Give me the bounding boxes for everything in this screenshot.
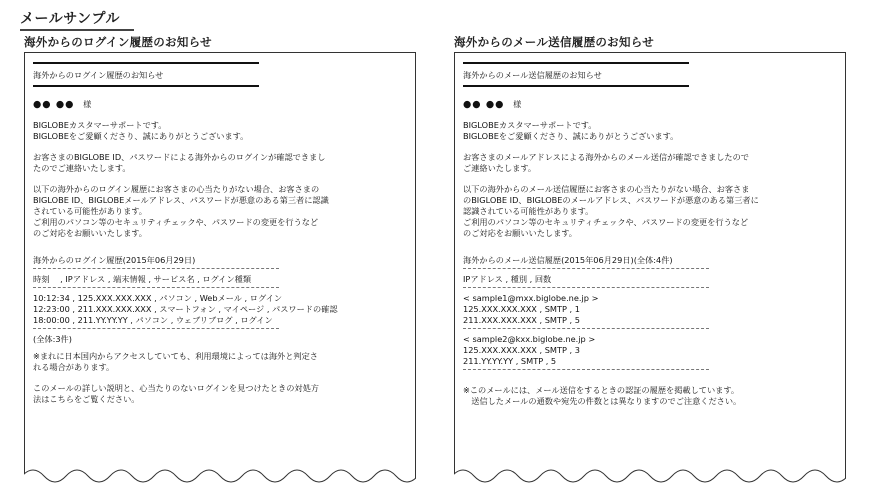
mail-subject: 海外からのメール送信履歴のお知らせ: [463, 70, 602, 80]
footer-text: このメールの詳しい説明と、心当たりのないログインを見つけたときの対処方 法はこちらをご覧ください。: [33, 383, 319, 404]
sender-address: < sample2@kxx.biglobe.ne.jp >: [463, 334, 596, 344]
table-row: 125.XXX.XXX.XXX , SMTP , 3: [463, 345, 580, 355]
history-group: [463, 293, 840, 326]
mail-subject: 海外からのログイン履歴のお知らせ: [33, 70, 164, 80]
history-total: (全体:3件): [33, 334, 72, 344]
login-mail-sample: [24, 52, 416, 486]
greeting: BIGLOBEカスタマーサポートです。 BIGLOBEをご愛顧くださり、誠にありがとうございます。: [463, 120, 679, 141]
table-row: 10:12:34 , 125.XXX.XXX.XXX , パソコン , Webメール , ログイン: [33, 293, 283, 303]
sender-address: < sample1@mxx.biglobe.ne.jp >: [463, 293, 599, 303]
torn-edge: [454, 456, 846, 486]
divider: [463, 328, 709, 329]
torn-edge: [24, 456, 416, 486]
divider: [33, 62, 259, 64]
divider: [463, 85, 689, 87]
history-header: IPアドレス , 種別 , 回数: [463, 274, 552, 284]
recipient: ●● ●● 様: [33, 99, 93, 110]
history-rows: [33, 293, 410, 326]
history-title: 海外からのログイン履歴(2015年06月29日): [33, 255, 196, 265]
history-header: 時刻 , IPアドレス , 端末情報 , サービス名 , ログイン種類: [33, 274, 252, 284]
divider: [463, 287, 709, 288]
send-mail-sample: [454, 52, 846, 486]
table-row: 211.YY.YY.YY , SMTP , 5: [463, 356, 557, 366]
table-row: 18:00:00 , 211.YY.YY.YY , パソコン , ウェブリブログ , ログイン: [33, 315, 273, 325]
divider: [463, 369, 709, 370]
login-history-heading: 海外からのログイン履歴のお知らせ: [24, 35, 212, 49]
footer-text: ※このメールには、メール送信をするときの認証の履歴を掲載しています。 送信したメールの通数や宛先の件数とは異なりますのでご注意ください。: [463, 385, 742, 406]
warning-text: 以下の海外からのログイン履歴にお客さまの心当たりがない場合、お客さまの BIGLOBE ID、BIGLOBEメールアドレス、パスワードが悪意のある第三者に認識 されている可能性があります。 ご利用のパソコン等のセキュリティチェックや、パスワードの変更を行うなど のご対応をお願いいたします。: [33, 184, 329, 238]
table-row: 125.XXX.XXX.XXX , SMTP , 1: [463, 304, 580, 314]
divider: [33, 287, 279, 288]
divider: [463, 268, 709, 269]
warning-text: 以下の海外からのメール送信履歴にお客さまの心当たりがない場合、お客さま のBIGLOBE ID、BIGLOBEのメールアドレス、パスワードが悪意のある第三者に 認識されている可能性があります。 ご利用のパソコン等のセキュリティチェックや、パスワードの変更を行うなど のご対応をお願いいたします。: [463, 184, 759, 238]
divider: [33, 268, 279, 269]
table-row: 12:23:00 , 211.XXX.XXX.XXX , スマートフォン , マイページ , パスワードの確認: [33, 304, 338, 314]
note-text: ※まれに日本国内からアクセスしていても、利用環境によっては海外と判定さ れる場合があります。: [33, 351, 318, 372]
page-title: メールサンプル: [20, 8, 134, 31]
notice-text: お客さまのメールアドレスによる海外からのメール送信が確認できましたので ご連絡いたします。: [463, 152, 749, 173]
history-group: [463, 334, 840, 367]
send-history-heading: 海外からのメール送信履歴のお知らせ: [454, 35, 655, 49]
divider: [463, 62, 689, 64]
mail-body: [463, 58, 840, 407]
greeting: BIGLOBEカスタマーサポートです。 BIGLOBEをご愛顧くださり、誠にありがとうございます。: [33, 120, 249, 141]
recipient: ●● ●● 様: [463, 99, 523, 110]
divider: [33, 328, 279, 329]
divider: [33, 85, 259, 87]
notice-text: お客さまのBIGLOBE ID、パスワードによる海外からのログインが確認できまし たのでご連絡いたします。: [33, 152, 326, 173]
history-title: 海外からのメール送信履歴(2015年06月29日)(全体:4件): [463, 255, 673, 265]
table-row: 211.XXX.XXX.XXX , SMTP , 5: [463, 315, 580, 325]
mail-body: [33, 58, 410, 405]
